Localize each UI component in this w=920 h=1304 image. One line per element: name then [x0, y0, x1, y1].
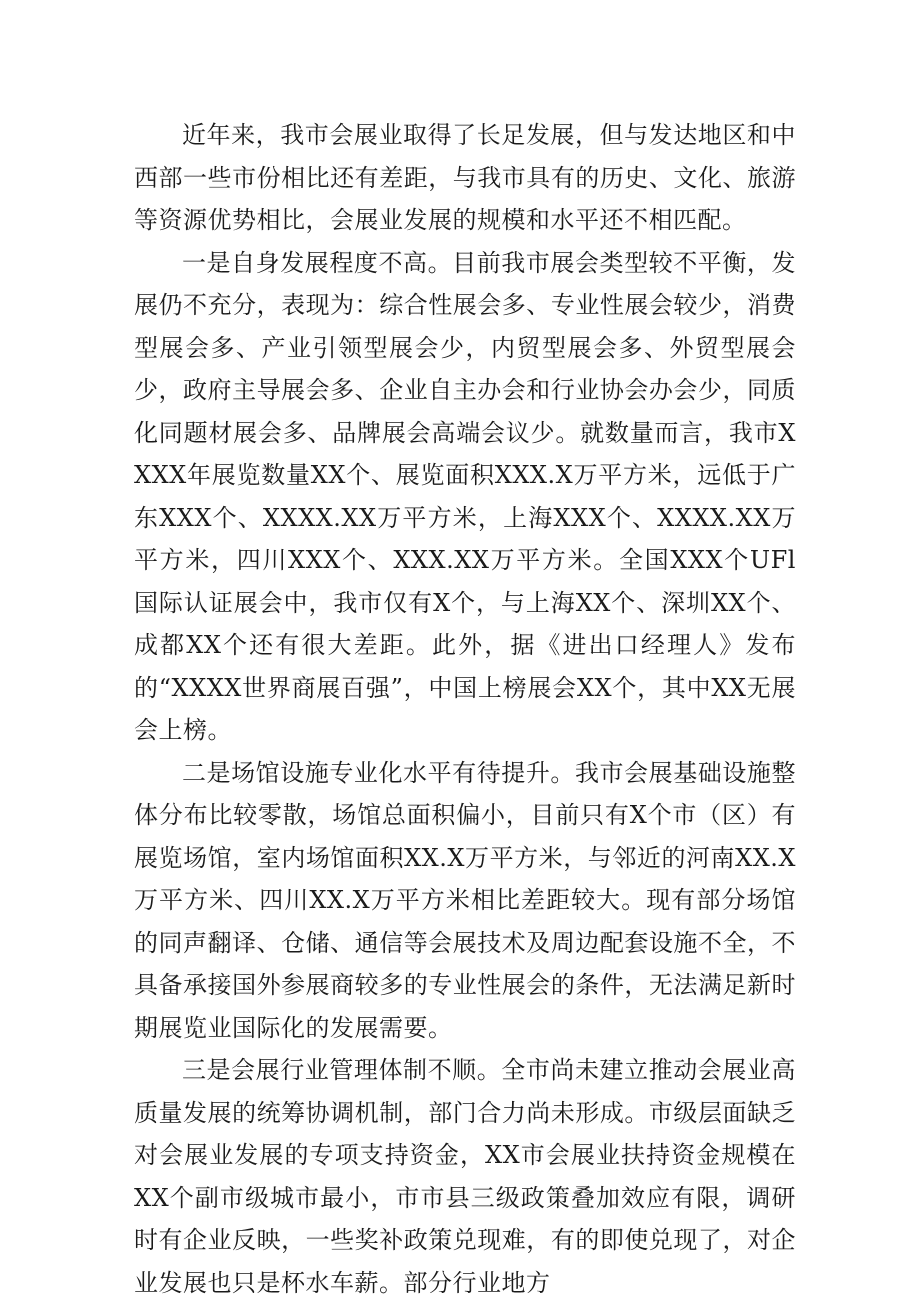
paragraph-point-two: 二是场馆设施专业化水平有待提升。我市会展基础设施整体分布比较零散，场馆总面积偏小，目前只有X个市（区）有展览场馆，室内场馆面积XX.X万平方米，与邻近的河南XX.X万平方米、四川XX.X万平方米相比差距较大。现有部分场馆的同声翻译、仓储、通信等会展技术及周边配套设施不全，不具备承接国外参展商较多的专业性展会的条件，无法满足新时期展览业国际化的发展需要。 [134, 758, 796, 1042]
paragraph-point-one: 一是自身发展程度不高。目前我市展会类型较不平衡，发展仍不充分，表现为：综合性展会多、专业性展会较少，消费型展会多、产业引领型展会少，内贸型展会多、外贸型展会少，政府主导展会多、企业自主办会和行业协会办会少，同质化同题材展会多、品牌展会高端会议少。就数量而言，我市XXXX年展览数量XX个、展览面积XXX.X万平方米，远低于广东XXX个、XXXX.XX万平方米，上海XXX个、XXXX.XX万平方米，四川XXX个、XXX.XX万平方米。全国XXX个UFl国际认证展会中，我市仅有X个，与上海XX个、深圳XX个、成都XX个还有很大差距。此外，据《进出口经理人》发布的“XXXX世界商展百强”，中国上榜展会XX个，其中XX无展会上榜。 [134, 248, 796, 744]
intro-paragraph: 近年来，我市会展业取得了长足发展，但与发达地区和中西部一些市份相比还有差距，与我市具有的历史、文化、旅游等资源优势相比，会展业发展的规模和水平还不相匹配。 [134, 121, 796, 234]
document-body [134, 114, 796, 1304]
paragraph-point-three: 三是会展行业管理体制不顺。全市尚未建立推动会展业高质量发展的统筹协调机制，部门合力尚未形成。市级层面缺乏对会展业发展的专项支持资金，XX市会展业扶持资金规模在XX个副市级城市最小，市市县三级政策叠加效应有限，调研时有企业反映，一些奖补政策兑现难，有的即使兑现了，对企业发展也只是杯水车薪。部分行业地方 [134, 1056, 796, 1297]
